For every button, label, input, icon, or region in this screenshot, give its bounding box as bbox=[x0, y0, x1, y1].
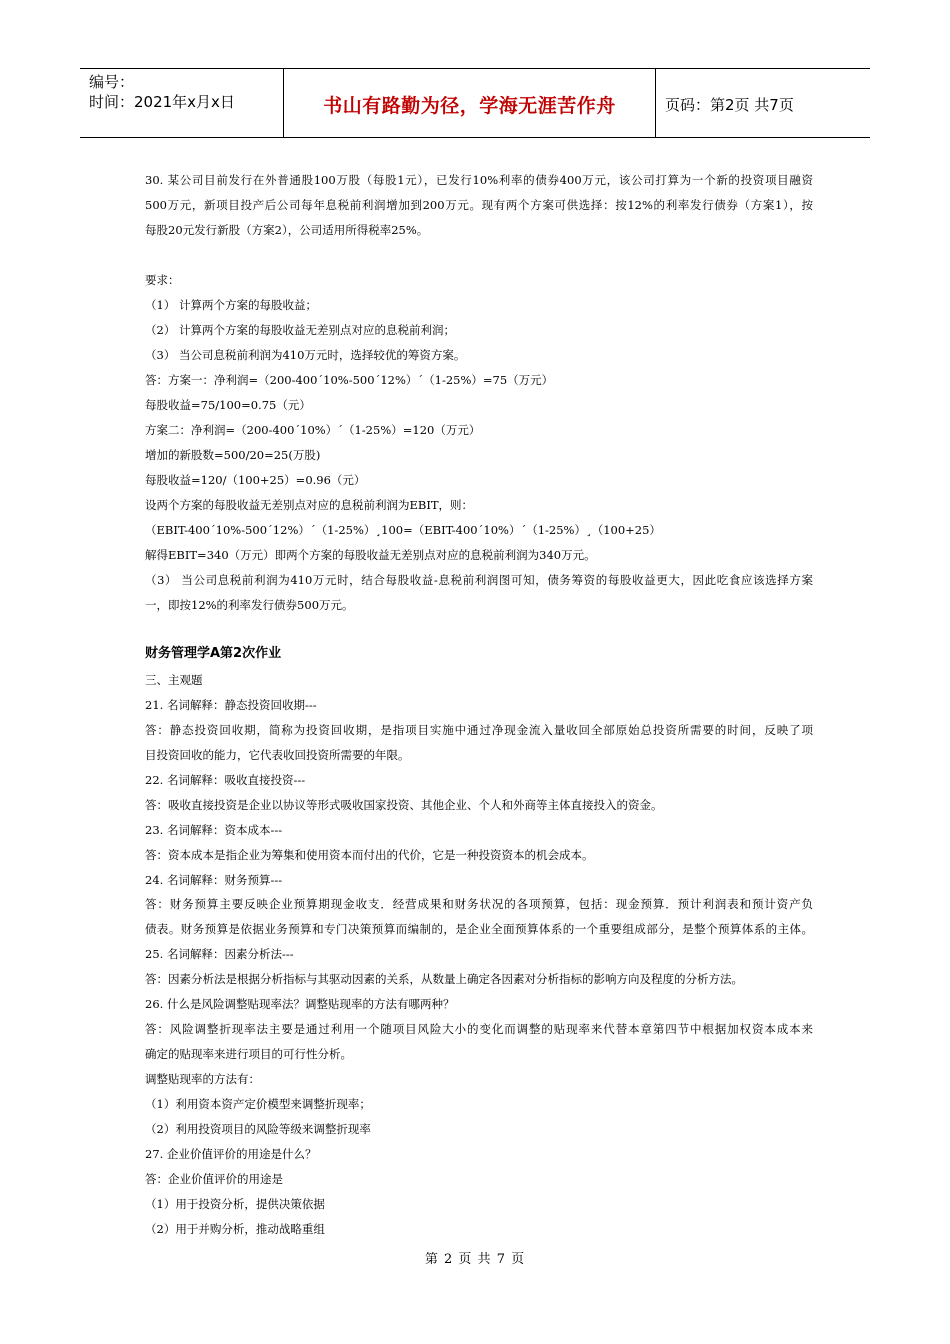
question-line: 26. 什么是风险调整贴现率法？调整贴现率的方法有哪两种？ bbox=[145, 997, 455, 1011]
text-line: （1） 计算两个方案的每股收益； bbox=[145, 298, 317, 312]
question-line: 23. 名词解释：资本成本--- bbox=[145, 823, 283, 837]
text-line: 500万元，新项目投产后公司每年息税前利润增加到200万元。现有两个方案可供选择：按12%的利率发行债券（方案1），按 bbox=[145, 198, 813, 212]
text-line: （2） 计算两个方案的每股收益无差别点对应的息税前利润； bbox=[145, 323, 455, 337]
text-line: 每股收益=120/（100+25）=0.96（元） bbox=[145, 473, 366, 487]
doc-date-label: 时间：2021年x月x日 bbox=[89, 93, 235, 111]
list-item: （1）用于投资分析，提供决策依据 bbox=[145, 1197, 325, 1211]
question-line: 24. 名词解释：财务预算--- bbox=[145, 873, 283, 887]
text-line: 每股收益=75/100=0.75（元） bbox=[145, 398, 311, 412]
question-line: 27. 企业价值评价的用途是什么？ bbox=[145, 1147, 317, 1161]
question-line: 21. 名词解释：静态投资回收期--- bbox=[145, 698, 317, 712]
answer-line: 答：财务预算主要反映企业预算期现金收支．经营成果和财务状况的各项预算，包括：现金预算．预计利润表和预计资产负 bbox=[145, 897, 813, 911]
text-line: 增加的新股数=500/20=25(万股) bbox=[145, 448, 321, 462]
header-meta bbox=[89, 72, 235, 112]
header-divider bbox=[655, 69, 656, 137]
list-item: （2）利用投资项目的风险等级来调整折现率 bbox=[145, 1122, 371, 1136]
text-line: 答：方案一：净利润=（200-400´10%-500´12%）´（1-25%）=75（万元） bbox=[145, 373, 554, 387]
answer-line: 答：企业价值评价的用途是 bbox=[145, 1172, 283, 1186]
text-line: 设两个方案的每股收益无差别点对应的息税前利润为EBIT，则： bbox=[145, 498, 474, 512]
header-motto: 书山有路勤为径，学海无涯苦作舟 bbox=[323, 95, 616, 117]
text-line: 方案二：净利润=（200-400´10%）´（1-25%）=120（万元） bbox=[145, 423, 481, 437]
answer-line: 答：吸收直接投资是企业以协议等形式吸收国家投资、其他企业、个人和外商等主体直接投入的资金。 bbox=[145, 798, 663, 812]
doc-number-label: 编号： bbox=[89, 73, 135, 91]
list-item: （1）利用资本资产定价模型来调整折现率； bbox=[145, 1097, 371, 1111]
text-line: 解得EBIT=340（万元）即两个方案的每股收益无差别点对应的息税前利润为340万元。 bbox=[145, 548, 596, 562]
text-line: 调整贴现率的方法有： bbox=[145, 1072, 260, 1086]
list-item: （2）用于并购分析，推动战略重组 bbox=[145, 1222, 325, 1236]
answer-line: 答：因素分析法是根据分析指标与其驱动因素的关系，从数量上确定各因素对分析指标的影响方向及程度的分析方法。 bbox=[145, 972, 743, 986]
text-line: （3） 当公司息税前利润为410万元时，结合每股收益-息税前利润图可知，债务筹资的每股收益更大，因此吃食应该选择方案 bbox=[145, 573, 813, 587]
question-line: 22. 名词解释：吸收直接投资--- bbox=[145, 773, 306, 787]
question-line: 25. 名词解释：因素分析法--- bbox=[145, 947, 294, 961]
text-line: 要求： bbox=[145, 273, 180, 287]
text-line: 30. 某公司目前发行在外普通股100万股（每股1元），已发行10%利率的债券400万元，该公司打算为一个新的投资项目融资 bbox=[145, 173, 813, 187]
subsection-heading: 三、主观题 bbox=[145, 673, 203, 687]
page-header bbox=[80, 68, 870, 138]
section-heading: 财务管理学A第2次作业 bbox=[145, 646, 282, 661]
answer-line: 确定的贴现率来进行项目的可行性分析。 bbox=[145, 1047, 352, 1061]
answer-line: 答：风险调整折现率法主要是通过利用一个随项目风险大小的变化而调整的贴现率来代替本章第四节中根据加权资本成本来 bbox=[145, 1022, 813, 1036]
answer-line: 债表。财务预算是依据业务预算和专门决策预算而编制的，是企业全面预算体系的一个重要组成部分，是整个预算体系的主体。 bbox=[145, 922, 813, 936]
formula-line: （EBIT-400´10%-500´12%）´（1-25%）¸100=（EBIT-400´10%）´（1-25%）¸（100+25） bbox=[145, 523, 661, 537]
text-line: （3） 当公司息税前利润为410万元时，选择较优的筹资方案。 bbox=[145, 348, 466, 362]
page-footer: 第 2 页 共 7 页 bbox=[424, 1252, 526, 1267]
text-line: 每股20元发行新股（方案2），公司适用所得税率25%。 bbox=[145, 223, 429, 237]
answer-line: 目投资回收的能力，它代表收回投资所需要的年限。 bbox=[145, 748, 410, 762]
answer-line: 答：资本成本是指企业为筹集和使用资本而付出的代价，它是一种投资资本的机会成本。 bbox=[145, 848, 594, 862]
answer-line: 答：静态投资回收期，简称为投资回收期，是指项目实施中通过净现金流入量收回全部原始总投资所需要的时间，反映了项 bbox=[145, 723, 813, 737]
text-line: 一，即按12%的利率发行债券500万元。 bbox=[145, 598, 354, 612]
header-page-number: 页码：第2页 共7页 bbox=[665, 96, 794, 114]
